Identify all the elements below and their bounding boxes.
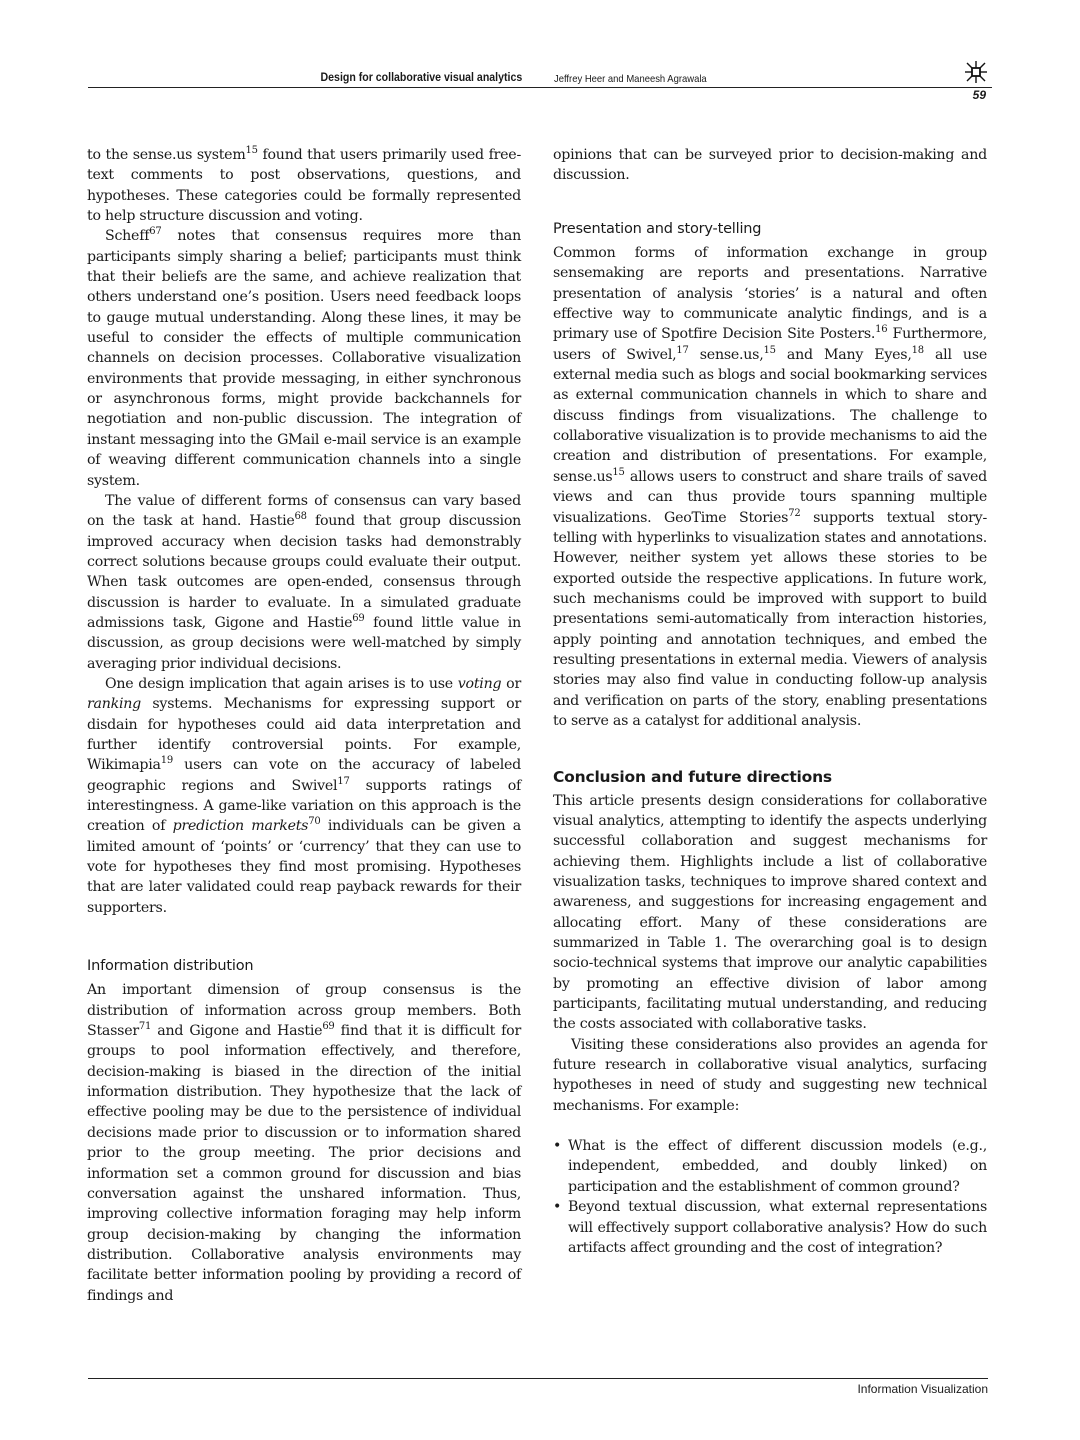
paragraph: This article presents design considerations for collaborative visual analytics, attempting to identify the aspects underlying successful collaboration and suggest mechanisms for achieving them. Highlights include a list of collaborative visualization tasks, techniques to improve shared context and awareness, and suggestions for increasing engagement and allocating effort. Many of these considerations are summarized in Table 1. The overarching goal is to design socio-technical systems that improve our analytic capabilities by promoting an effective division of labor among participants, facilitating mutual understanding, and reducing the costs associated with collaborative tasks. — [553, 792, 987, 1033]
header-rule — [88, 87, 992, 88]
citation[interactable]: 15 — [245, 145, 258, 156]
running-title: Design for collaborative visual analytics — [320, 72, 522, 84]
right-column — [553, 145, 987, 1258]
citation[interactable]: 17 — [337, 775, 350, 787]
citation[interactable]: 15 — [612, 466, 625, 478]
citation[interactable]: 72 — [788, 507, 801, 519]
paragraph: Scheff$^{67}$ notes that consensus requires more than participants simply sharing a belief; participants must think that their beliefs are the same, and achieve realization that others understand one’s position. Users need feedback loops to gauge mutual understanding. Along these lines, it may be useful to consider the effects of multiple communication channels on decision processes. Collaborative visualization environments that provide messaging, in either synchronous or asynchronous forms, might provide backchannels for negotiation and non-public discussion. The integration of instant messaging into the GMail e-mail service is an example of weaving different communication channels into a single system. — [87, 226, 521, 489]
list-item: • Beyond textual discussion, what external representations will effectively support collaborative analysis? How do such artifacts affect grounding and the cost of integration? — [553, 1197, 987, 1258]
journal-name: Information Visualization — [857, 1382, 988, 1396]
citation[interactable]: 15 — [763, 344, 776, 356]
journal-logo-icon — [964, 60, 988, 84]
citation[interactable]: 67 — [149, 226, 162, 238]
citation[interactable]: 69 — [352, 612, 365, 624]
paragraph: One design implication that again arises is to use voting or ranking systems. Mechanisms for expressing support or disdain for hypotheses could aid data interpretation and further identify controversial points. For example, Wikimapia$^{19}$ users can vote on the accuracy of labeled geographic regions and Swivel$^{17}$ supports ratings of interestingness. A game-like variation on this approach is the creation of prediction markets$^{70}$ individuals can be given a limited amount of ‘points’ or ‘currency’ that they can use to vote for hypotheses they find most promising. Hypotheses that are later validated could reap payback rewards for their supporters. — [87, 675, 521, 916]
section-heading-conclusion: Conclusion and future directions — [553, 768, 832, 787]
paragraph: Visiting these considerations also provides an agenda for future research in collaborative visual analytics, surfacing hypotheses in need of study and suggesting new technical mechanisms. For example: — [553, 1036, 987, 1114]
left-column — [87, 145, 521, 1306]
paragraph: opinions that can be surveyed prior to decision-making and discussion. — [553, 147, 987, 184]
running-authors: Jeffrey Heer and Maneesh Agrawala — [554, 73, 707, 85]
paragraph: The value of different forms of consensus can vary based on the task at hand. Hastie$^{68}$ found that group discussion improved accuracy when decision tasks had demonstrably correct solutions because groups could evaluate their output. When task outcomes are open-ended, consensus through discussion is harder to evaluate. In a simulated graduate admissions task, Gigone and Hastie$^{69}$ found little value in discussion, as group decisions were well-matched by simply averaging prior individual decisions. — [87, 492, 522, 672]
page-footer — [88, 1378, 988, 1396]
citation[interactable]: 69 — [322, 1021, 335, 1033]
section-heading-information-distribution: Information distribution — [87, 958, 254, 975]
question-list — [553, 1136, 987, 1258]
citation[interactable]: 71 — [138, 1021, 152, 1033]
paragraph: Common forms of information exchange in group sensemaking are reports and presentations. Narrative presentation of analysis ‘stories’ is a natural and often effective way to communicate analytic findings, and is a primary use of Spotfire Decision Site Posters.$^{16}$ Furthermore, users of Swivel,$^{17}$ sense.us,$^{15}$ and Many Eyes,$^{18}$ all use external media such as blogs and social bookmarking services as external communication channels in which to share and discuss findings from visualizations. The challenge to collaborative visualization is to provide mechanisms to aid the creation and distribution of presentations. For example, $sense.us^{15}$ allows users to construct and share trails of saved views and can thus provide tours spanning multiple visualizations. GeoTime Stories$^{72}$ supports textual story-telling with hyperlinks to visualization states and annotations. However, neither system yet allows these stories to be exported outside the respective applications. In future work, such mechanisms could be improved with support to build presentations semi-automatically from interaction histories, apply pointing and annotation techniques, and embed the resulting presentations in external media. Viewers of analysis stories may also find value in conducting follow-up analysis and verification on parts of the story, enabling presentations to serve as a catalyst for additional analysis. — [553, 245, 987, 729]
citation[interactable]: 70 — [308, 816, 321, 828]
page-number: 59 — [972, 88, 986, 102]
section-heading-presentation: Presentation and story-telling — [553, 220, 762, 237]
citation[interactable]: 17 — [676, 344, 689, 356]
footer-rule — [88, 1378, 988, 1379]
paragraph: to the sense.us system$^{15}$ found that users primarily used free-text comments to post observations, questions, and hypotheses. These categories could be formally represented to help structure discussion and voting. — [87, 145, 521, 225]
citation[interactable]: 18 — [911, 344, 924, 356]
running-header — [88, 60, 992, 102]
citation[interactable]: 16 — [875, 324, 888, 336]
list-item: • What is the effect of different discussion models (e.g., independent, embedded, and doubly linked) on participation and the establishment of common ground? — [553, 1136, 987, 1197]
citation[interactable]: 68 — [294, 511, 307, 523]
paragraph: An important dimension of group consensus is the distribution of information across group members. Both Stasser$^{71}$ and Gigone and Hastie$^{69}$ find that it is difficult for groups to pool information effectively, and therefore, decision-making is biased in the direction of the initial information distribution. They hypothesize that the lack of effective pooling may be due to the persistence of individual decisions made prior to discussion or to information shared prior to the group meeting. The prior decisions and information set a common ground for discussion and bias conversation against the unshared information. Thus, improving collective information foraging may help inform group decision-making by changing the information distribution. Collaborative analysis environments may facilitate better information pooling by providing a record of findings and — [87, 982, 522, 1304]
citation[interactable]: 19 — [160, 755, 173, 767]
